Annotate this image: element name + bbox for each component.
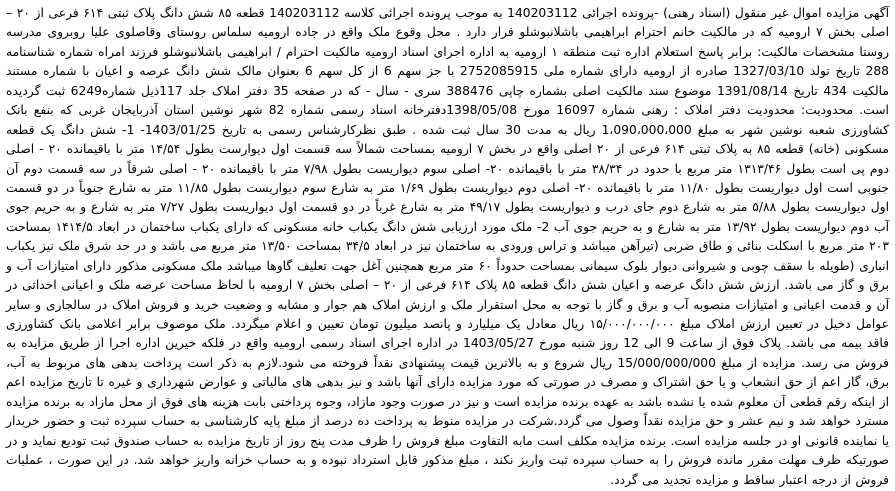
notice-text: آگهی مزایده اموال غیر منقول (اسناد رهنی) -پرونده اجرائی 140203112 به موجب پرونده اجرائی کلاسه 140203112 قطعه ۸۵ شش دانگ پلاک ثبتی ۶۱۴ فرعی از ۲۰ – اصلی بخش ۷ ارومیه که در مالکیت خانم احترام ابراهیمی باشلانبوشلو قرار دارد . محل وقوع ملک واقع در جاده ارومیه سلماس روستای وقاصلوی علیا روبروی مدرسه روستا مشخصات مالکیت: برابر پاسخ استعلام اداره ثبت منطقه ۱ ارومیه به اداره اجرای اسناد ارومیه مالکیت احترام / ابراهیمی باشلانبوشلو فرزند امراه شماره شناسنامه 288 تاریخ تولد 1327/03/10 صادره از ارومیه دارای شماره ملی 2752085915 با جز سهم 6 از کل سهم 6 بعنوان مالک شش دانگ عرصه و اعیان با شماره مستند مالکیت 434 تاریخ 1391/08/14 موضوع سند مالکیت اصلی بشماره چاپی 388476 سری - سال - که در صفحه 35 دفتر املاک جلد 117ذیل شماره6249 ثبت گردیده است. محدودیت: محدودیت دفتر املاک : رهنی شماره 16097 مورخ 1398/05/08دفترخانه اسناد رسمی شماره 82 شهر نوشین استان آذربایجان غربی که بنفع بانک کشاورزی شعبه نوشین شهر به مبلغ 1،090،000،000 ریال به مدت 30 سال ثبت شده . طبق نظرکارشناس رسمی به تاریخ 1403/01/25- 1- شش دانگ یک قطعه مسکونی (خانه) قطعه ۸۵ به پلاک ثبتی ۶۱۴ فرعی از ۲۰ اصلی واقع در بخش ۷ ارومیه بمساحت شمالاً سه قسمت اول دیوارست بطول ۱۴/۵۴ متر با باقیمانده ۲۰ - اصلی دوم پی است بطول ۱۳۱۳/۴۶ متر مربع با حدود در ۳۸/۳۴ متر با باقیمانده ۲۰- اصلی سوم دیواریست بطول ۷/۹۸ متر با باقیمانده ۲۰ - اصلی شرقاً در سه قسمت دوم آن جنوبی است اول دیواریست بطول ۱۱/۸۰ متر با باقیمانده ۲۰- اصلی دوم دیواریست بطول ۱/۶۹ متر به شارع سوم دیواریست بطول ۱۱/۸۵ متر به شارع جنوباً در دو قسمت اول دیواریست بطول ۵/۸۸ متر به شارع دوم جای درب و دیواریست بطول ۴۹/۱۷ متر به شارع غرباً در دو قسمت اول دیواریست بطول ۷/۲۷ متر به شارع و به حریم جوی آب دوم دیواریست بطول ۱۳/۹۲ متر به شارع و به حریم جوی آب 2- ملک مورد ارزیابی شش دانگ یکباب خانه مسکونی که دارای یکباب ساختمان در ابعاد ۱۴۱۴/۵ بمساحت ۲۰۳ متر مربع با اسکلت بنائی و طاق ضربی (تیرآهن میباشد و تراس ورودی به ساختمان نیز در ابعاد ۳۴/۵ بمساحت ۱۳/۵۰ متر مربع می باشد و در حد شرق ملک نیز یکباب انباری (طویله با سقف چوبی و شیروانی دیوار بلوک سیمانی بمساحت حدوداً ۶۰ متر مربع همچنین آغل جهت تعلیف گاوها میباشد ملک مسکونی مذکور دارای امتیازات آب و برق و گاز می باشد. ارزش شش دانگ عرصه و اعیان شش دانگ قطعه ۸۵ پلاک ۶۱۴ فرعی از ۲۰ – اصلی بخش ۷ ارومیه با لحاظ مساحت عرصه ملک و اعیانی احداثی در آن و قدمت اعیانی و امتیازات منصوبه آب و برق و گاز با توجه به محل استقرار ملک و ارزش املاک هم جوار و مشابه و وضعیت خرید و فروش املاک در سالجاری و سایر عوامل دخیل در تعیین ارزش املاک مبلغ ۱۵/۰۰۰/۰۰۰/۰۰۰ ریال معادل یک میلیارد و پانصد میلیون تومان تعیین و اعلام میگردد. ملک موصوف برابر اعلامی بانک کشاورزی فاقد بیمه می باشد. پلاک فوق از ساعت 9 الی 12 روز شنبه مورخ 1403/05/27 در اداره اجرای اسناد رسمی ارومیه واقع در فلکه خیرین اداره اجرا از طریق مزایده به فروش می رسد. مزایده از مبلغ 15/000/000/000 ریال شروع و به بالاترین قیمت پیشنهادی نقداً فروخته می شود.لازم به ذکر است پرداخت بدهی های مربوط به آب، برق، گاز اعم از حق انشعاب و یا حق اشتراک و مصرف در صورتی که مورد مزایده دارای آنها باشد و نیز بدهی های مالیاتی و عوارض شهرداری و غیره تا تاریخ مزایده اعم از اینکه رقم قطعی آن معلوم شده یا نشده باشد به عهده برنده مزایده است و نیز در صورت وجود مازاد، وجوه پرداختی بابت هزینه های فوق از محل مازاد به برنده مزایده مسترد خواهد شد و نیم عشر و حق مزایده نقداً وصول می گردد.شرکت در مزایده منوط به پرداخت ده درصد از مبلغ پایه کارشناسی به حساب سپرده ثبت و حضور خریدار یا نماینده قانونی او در جلسه مزایده است. برنده مزایده مکلف است مابه التفاوت مبلغ فروش را ظرف مدت پنج روز از تاریخ مزایده به حساب صندوق ثبت توديع نمايد و در صورتيکه ظرف مهلت مقرر مانده فروش را به حساب سپرده ثبت واریز نکند ، مبلغ مذکور قابل استرداد نبوده و به حساب خزانه واریز خواهد شد. در این صورت ، عملیات فروش از درجه اعتبار ساقط و مزایده تجدید می گردد.	[6, 6, 890, 487]
